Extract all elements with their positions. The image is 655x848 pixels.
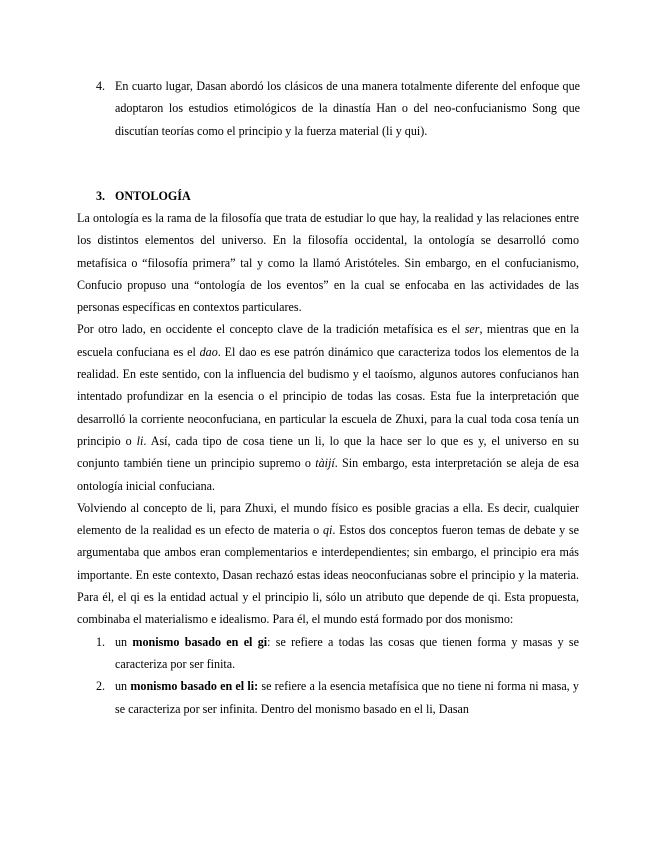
monism-list xyxy=(77,631,579,720)
text: un xyxy=(115,679,131,694)
text: se refiere a la esencia metafísica que no tiene ni forma ni masa, y se caracteriza por ser infinita. Dentro del monismo basado en el li, Dasan xyxy=(115,679,579,716)
paragraph-ser-dao xyxy=(77,318,579,496)
list-item-number: 2. xyxy=(96,679,106,694)
list-item-number: 4. xyxy=(96,79,106,93)
paragraph-li-qi xyxy=(77,497,579,631)
list-item xyxy=(77,675,579,720)
bold-term: monismo basado en el li: xyxy=(130,679,259,694)
term-dao: dao xyxy=(199,344,218,359)
term-li: li xyxy=(136,433,144,448)
text: un xyxy=(115,634,133,649)
text: Volviendo al concepto de li, para Zhuxi, el mundo físico es posible gracias a ella. Es decir, cualquier elemento de la realidad es un efecto de materia o xyxy=(77,500,579,538)
text: . El dao es ese patrón dinámico que caracteriza todos los elementos de la realidad. En este sentido, con la influencia del budismo y el taoísmo, algunos autores confucianos han intentado profundizar en la esencia o el principio de todas las cosas. Esta fue la interpretación que desarrolló la corriente neoconfuciana, en particular la escuela de Zhuxi, para la cual toda cosa tenía un principio o xyxy=(77,344,579,448)
list-item-text: En cuarto lugar, Dasan abordó los clásicos de una manera totalmente diferente del enfoque que adoptaron los estudios etimológicos de la dinastía Han o del neo-confucianismo Song que discutían teorías como el principio y la fuerza material (li y qui). xyxy=(115,79,580,138)
list-item xyxy=(77,631,579,676)
list-item-4 xyxy=(96,75,580,142)
paragraph-ontologia: La ontología es la rama de la filosofía que trata de estudiar lo que hay, la realidad y las relaciones entre los distintos elementos del universo. En la filosofía occidental, la ontología se desarrolló como metafísica o “filosofía primera” tal y como la llamó Aristóteles. Sin embargo, en el confucianismo, Confucio propuso una “ontología de los eventos” en la cual se enfocaba en las actividades de las personas específicas en contextos particulares. xyxy=(77,211,579,315)
text: , mientras que en la escuela confuciana es el xyxy=(77,322,579,359)
term-ser: ser xyxy=(464,322,480,337)
term-qi: qi xyxy=(322,523,333,538)
text: : se refiere a todas las cosas que tienen forma y masas y se caracteriza por ser finita. xyxy=(115,634,580,671)
text: . Así, cada tipo de cosa tiene un li, lo que la hace ser lo que es y, el universo en su conjunto también tiene un principio supremo o xyxy=(77,433,579,471)
term-taiji: tàijí xyxy=(315,456,335,471)
bold-term: monismo basado en el gi xyxy=(132,634,268,649)
section-body xyxy=(77,207,579,720)
list-item-number: 1. xyxy=(96,634,106,649)
text: . Sin embargo, esta interpretación se aleja de esa ontología inicial confuciana. xyxy=(77,456,579,493)
section-heading xyxy=(96,185,191,207)
section-title: ONTOLOGÍA xyxy=(115,189,191,203)
text: . Estos dos conceptos fueron temas de debate y se argumentaba que ambos eran complementarios e interdependientes; sin embargo, el principio era más importante. En este contexto, Dasan rechazó estas ideas neoconfucianas sobre el principio y la materia. Para él, el qi es la entidad actual y el principio li, sólo un atributo que depende de qi. Esta propuesta, combinaba el materialismo e idealismo. Para él, el mundo está formado por dos monismo: xyxy=(77,523,579,627)
text: Por otro lado, en occidente el concepto clave de la tradición metafísica es el xyxy=(77,322,465,337)
section-number: 3. xyxy=(96,189,106,203)
